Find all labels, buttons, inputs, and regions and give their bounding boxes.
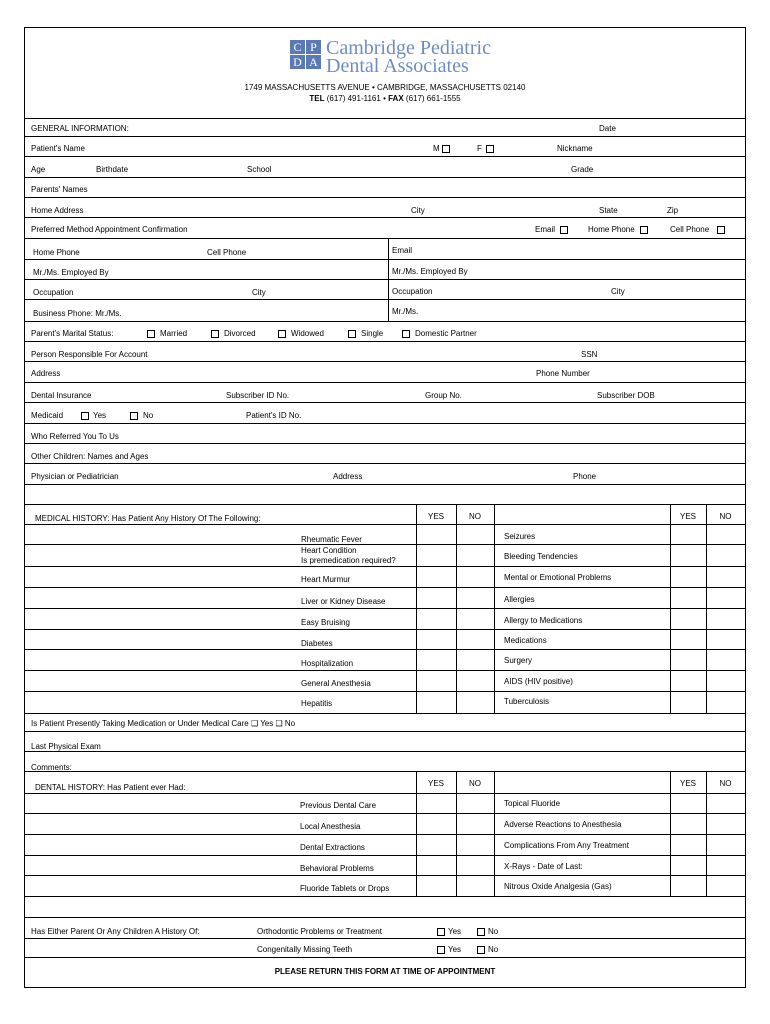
logo-letter-d: D (290, 55, 305, 69)
email-label: Email (392, 246, 413, 255)
fax-label: FAX (388, 94, 404, 103)
physician-phone-label: Phone (573, 472, 597, 481)
medical-no-header: NO (469, 512, 481, 521)
responsible-person-label: Person Responsible For Account (31, 350, 148, 359)
medical-item: Liver or Kidney Disease (301, 597, 386, 606)
address-label: Address (31, 369, 61, 378)
dental-item: Local Anesthesia (300, 822, 361, 831)
general-info-title: GENERAL INFORMATION: (31, 124, 129, 133)
patient-id-label: Patient's ID No. (246, 411, 302, 420)
zip-label: Zip (667, 206, 679, 215)
home-phone-label: Home Phone (33, 248, 80, 257)
logo-letter-p: P (306, 40, 321, 54)
practice-name-line2: Dental Associates (326, 55, 469, 77)
female-label: F (477, 144, 482, 153)
medicaid-yes-checkbox[interactable] (81, 412, 89, 420)
dental-item: Topical Fluoride (504, 799, 561, 808)
medical-yes-header: YES (427, 512, 444, 521)
medicaid-no-checkbox[interactable] (130, 412, 138, 420)
comments-label: Comments: (31, 763, 72, 772)
widowed-label: Widowed (291, 329, 324, 338)
dental-insurance-label: Dental Insurance (31, 391, 92, 400)
orthodontic-label: Orthodontic Problems or Treatment (257, 927, 382, 936)
medical-item: Diabetes (301, 639, 333, 648)
premedication-question: Is premedication required? (301, 556, 396, 565)
referred-by-label: Who Referred You To Us (31, 432, 119, 441)
orthodontic-no-label: No (488, 927, 499, 936)
cell-phone-label: Cell Phone (207, 248, 247, 257)
email-option-label: Email (535, 225, 556, 234)
cell-phone-option-label: Cell Phone (670, 225, 710, 234)
subscriber-dob-label: Subscriber DOB (597, 391, 655, 400)
employed-by-label: Mr./Ms. Employed By (33, 268, 109, 277)
medical-item: Hepatitis (301, 699, 333, 708)
medical-history-title: MEDICAL HISTORY: Has Patient Any History Of The Following: (35, 514, 261, 523)
parents-names-label: Parents' Names (31, 185, 88, 194)
birthdate-label: Birthdate (96, 165, 129, 174)
preferred-confirmation-label: Preferred Method Appointment Confirmation (31, 225, 188, 234)
occupation-city-label: City (252, 288, 266, 297)
business-phone-label: Business Phone: Mr./Ms. (33, 309, 122, 318)
divorced-checkbox[interactable] (211, 330, 219, 338)
medicaid-no-label: No (143, 411, 154, 420)
medical-item: Mental or Emotional Problems (504, 573, 612, 582)
home-phone-option-checkbox[interactable] (640, 226, 648, 234)
logo-letter-a: A (306, 55, 321, 69)
city-label: City (411, 206, 425, 215)
dental-item: Fluoride Tablets or Drops (300, 884, 390, 893)
practice-phone-line (25, 94, 745, 104)
medical-item: Surgery (504, 656, 533, 665)
tel-number: (617) 491-1161 (326, 94, 381, 103)
date-label: Date (599, 124, 616, 133)
dental-item: Behavioral Problems (300, 864, 374, 873)
medical-item: Heart Condition (301, 546, 357, 555)
return-form-notice: PLEASE RETURN THIS FORM AT TIME OF APPOINTMENT (274, 967, 496, 976)
single-label: Single (361, 329, 384, 338)
occupation-label: Occupation (33, 288, 74, 297)
divorced-label: Divorced (224, 329, 256, 338)
medical-item: Hospitalization (301, 659, 354, 668)
email-option-checkbox[interactable] (560, 226, 568, 234)
medical-item: Allergy to Medications (504, 616, 583, 625)
domestic-partner-checkbox[interactable] (402, 330, 410, 338)
business-phone-label-2: Mr./Ms. (392, 307, 419, 316)
domestic-partner-label: Domestic Partner (415, 329, 477, 338)
home-phone-option-label: Home Phone (588, 225, 635, 234)
dental-yes-header-2: YES (679, 779, 696, 788)
occupation-label-2: Occupation (392, 287, 433, 296)
group-no-label: Group No. (425, 391, 462, 400)
grade-label: Grade (571, 165, 594, 174)
employed-by-label-2: Mr./Ms. Employed By (392, 267, 468, 276)
other-children-label: Other Children: Names and Ages (31, 452, 149, 461)
missing-teeth-no-checkbox[interactable] (477, 946, 485, 954)
family-history-question: Has Either Parent Or Any Children A History Of: (31, 927, 200, 936)
physician-label: Physician or Pediatrician (31, 472, 119, 481)
medical-item: Medications (504, 636, 547, 645)
physician-address-label: Address (333, 472, 363, 481)
separator: • (383, 94, 386, 103)
medical-item: Bleeding Tendencies (504, 552, 578, 561)
practice-address: 1749 MASSACHUSETTS AVENUE • CAMBRIDGE, MASSACHUSETTS 02140 (244, 83, 526, 92)
dental-no-header-2: NO (719, 779, 732, 788)
dental-item: Adverse Reactions to Anesthesia (504, 820, 622, 829)
female-checkbox[interactable] (486, 145, 494, 153)
missing-teeth-label: Congenitally Missing Teeth (257, 945, 353, 954)
medical-yes-header-2: YES (679, 512, 696, 521)
missing-teeth-no-label: No (488, 945, 499, 954)
subscriber-id-label: Subscriber ID No. (226, 391, 290, 400)
medication-question: Is Patient Presently Taking Medication or Under Medical Care ❑ Yes ❑ No (31, 719, 296, 728)
medical-item: Easy Bruising (301, 618, 350, 627)
widowed-checkbox[interactable] (278, 330, 286, 338)
dental-item: Nitrous Oxide Analgesia (Gas) (504, 882, 612, 891)
orthodontic-yes-label: Yes (448, 927, 462, 936)
married-checkbox[interactable] (147, 330, 155, 338)
married-label: Married (160, 329, 188, 338)
single-checkbox[interactable] (348, 330, 356, 338)
medical-item: Tuberculosis (504, 697, 550, 706)
medical-item: Allergies (504, 595, 535, 604)
male-label: M (433, 144, 440, 153)
medicaid-label: Medicaid (31, 411, 64, 420)
medical-item: Seizures (504, 532, 536, 541)
patient-name-label: Patient's Name (31, 144, 85, 153)
tel-label: TEL (309, 94, 325, 103)
school-label: School (247, 165, 272, 174)
dental-yes-header: YES (427, 779, 444, 788)
age-label: Age (31, 165, 46, 174)
last-physical-exam-label: Last Physical Exam (31, 742, 101, 751)
ssn-label: SSN (581, 350, 598, 359)
orthodontic-yes-checkbox[interactable] (437, 928, 445, 936)
marital-status-label: Parent's Marital Status: (31, 329, 114, 338)
dental-item: Previous Dental Care (300, 801, 377, 810)
fax-number: (617) 661-1555 (405, 94, 461, 103)
cell-phone-option-checkbox[interactable] (717, 226, 725, 234)
occupation-city-label-2: City (611, 287, 625, 296)
missing-teeth-yes-checkbox[interactable] (437, 946, 445, 954)
patient-form (24, 27, 746, 988)
medical-no-header-2: NO (719, 512, 732, 521)
medical-item: General Anesthesia (301, 679, 371, 688)
dental-item: Dental Extractions (300, 843, 365, 852)
missing-teeth-yes-label: Yes (448, 945, 462, 954)
logo-letter-c: C (290, 40, 305, 54)
home-address-label: Home Address (31, 206, 84, 215)
medicaid-yes-label: Yes (93, 411, 107, 420)
practice-name-line1: Cambridge Pediatric (326, 37, 491, 59)
dental-item: X-Rays - Date of Last: (504, 862, 583, 871)
nickname-label: Nickname (557, 144, 593, 153)
medical-item: Rheumatic Fever (301, 535, 362, 544)
orthodontic-no-checkbox[interactable] (477, 928, 485, 936)
phone-number-label: Phone Number (536, 369, 590, 378)
dental-item: Complications From Any Treatment (504, 841, 629, 850)
medical-item: Heart Murmur (301, 575, 351, 584)
medical-item: AIDS (HIV positive) (504, 677, 573, 686)
dental-no-header: NO (469, 779, 481, 788)
state-label: State (599, 206, 618, 215)
dental-history-title: DENTAL HISTORY: Has Patient ever Had: (35, 783, 186, 792)
male-checkbox[interactable] (442, 145, 450, 153)
